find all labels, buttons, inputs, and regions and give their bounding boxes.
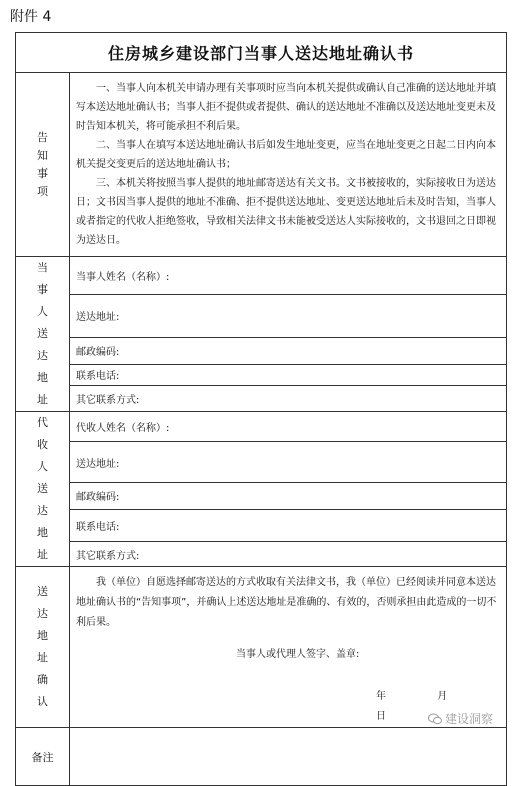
watermark [428,710,493,727]
party-postcode-field[interactable]: 邮政编码: [70,337,507,364]
agent-phone-field[interactable]: 联系电话: [70,509,507,541]
agent-name-field[interactable]: 代收人姓名（名称）: [70,412,507,442]
form-title: 住房城乡建设部门当事人送达地址确认书 [16,33,507,73]
wechat-icon [428,712,442,726]
side-char: 送 [37,585,48,598]
side-char: 达 [37,349,48,362]
party-side-label [16,257,70,412]
confirm-statement: 我（单位）自愿选择邮寄送达的方式收取有关法律文书，我（单位）已经阅读并同意本送达地址确认书的“告知事项”，并确认上述送达地址是准确的、有效的，否则承担由此造成的一切不利后果。 [76,577,497,628]
side-char: 址 [37,393,48,406]
side-char: 项 [37,184,48,198]
side-char: 达 [37,504,48,517]
party-other-contact-field[interactable]: 其它联系方式: [70,386,507,412]
side-char: 人 [37,305,48,318]
signature-label: 当事人或代理人签字、盖章: [236,649,360,660]
date-month-label: 月 [437,691,448,702]
side-char: 址 [37,651,48,664]
confirm-side-label [16,567,70,728]
agent-address-field[interactable]: 送达地址: [70,442,507,483]
side-char: 送 [37,482,48,495]
side-char: 事 [37,283,48,296]
side-char: 地 [37,371,48,384]
side-char: 地 [37,629,48,642]
side-char: 地 [37,526,48,539]
side-char: 认 [37,695,48,708]
party-phone-field[interactable]: 联系电话: [70,364,507,386]
side-char: 送 [37,327,48,340]
agent-side-label [16,412,70,567]
party-name-field[interactable]: 当事人姓名（名称）: [70,257,507,295]
notice-paragraph-1: 一、当事人向本机关申请办理有关事项时应当向本机关提供或确认自己准确的送达地址并填写本送达地址确认书；当事人拒不提供或者提供、确认的送达地址不准确以及送达地址变更未及时告知本机关，将可能承担不利后果。 [76,83,496,132]
party-address-field[interactable]: 送达地址: [70,294,507,337]
side-char: 知 [37,148,48,162]
notice-paragraph-2: 二、当事人在填写本送达地址确认书后如发生地址变更，应当在地址变更之日起二日内向本机关提交变更后的送达地址确认书； [76,140,496,170]
notice-content [70,73,507,257]
remark-label: 备注 [16,728,70,786]
side-char: 址 [37,548,48,561]
remark-field[interactable] [70,728,507,786]
side-char: 达 [37,607,48,620]
side-char: 告 [37,130,48,144]
date-day-label: 日 [376,711,386,722]
attachment-label: 附件 4 [10,9,52,25]
side-char: 事 [37,166,48,180]
agent-postcode-field[interactable]: 邮政编码: [70,483,507,510]
address-confirmation-form [15,32,507,786]
notice-side-label [16,73,70,257]
side-char: 代 [37,416,48,429]
side-char: 当 [37,261,48,274]
side-char: 人 [37,460,48,473]
date-year-label: 年 [376,691,386,702]
notice-paragraph-3: 三、本机关将按照当事人提供的地址邮寄送达有关文书。文书被接收的，实际接收日为送达日；文书因当事人提供的地址不准确、拒不提供送达地址、变更送达地址后未及时告知，当事人或者指定的代收人拒绝签收，导致相关法律文书未能被受送达人实际接收的，文书退回之日即视为送达日。 [76,178,496,246]
agent-other-contact-field[interactable]: 其它联系方式: [70,542,507,567]
side-char: 确 [37,673,48,686]
watermark-text: 建设洞察 [445,712,494,726]
confirm-content [70,567,507,728]
side-char: 收 [37,438,48,451]
